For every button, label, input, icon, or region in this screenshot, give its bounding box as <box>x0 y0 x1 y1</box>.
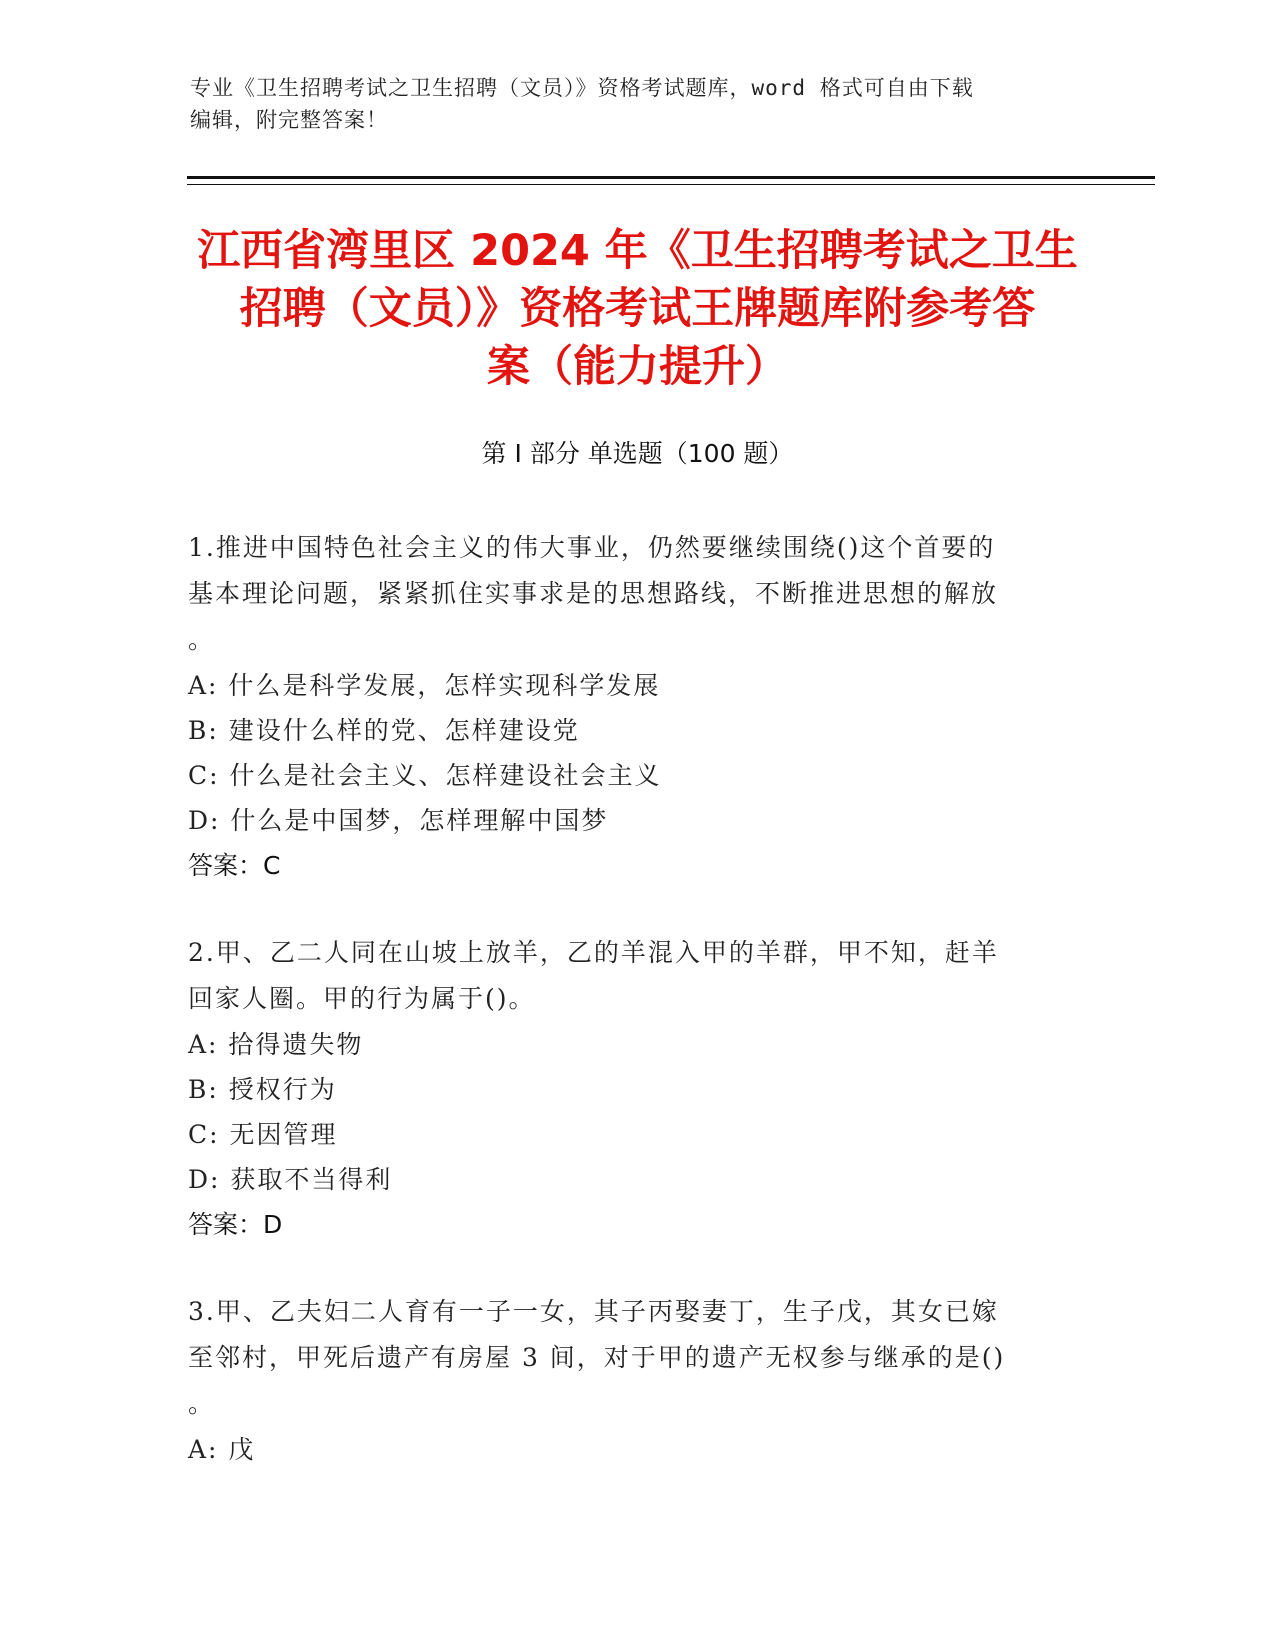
title-line: 江西省湾里区 2024 年《卫生招聘考试之卫生 <box>197 226 1078 276</box>
section-title: 第 I 部分 单选题（100 题） <box>481 439 794 468</box>
answer-option: D: 什么是中国梦，怎样理解中国梦 <box>188 806 609 835</box>
question-item <box>188 930 1068 1247</box>
answer-option: A: 拾得遗失物 <box>188 1030 364 1059</box>
correct-answer: 答案：D <box>188 1210 283 1239</box>
question-item <box>188 525 1068 888</box>
question-text: 。 <box>188 1389 216 1418</box>
header-note-line: 专业《卫生招聘考试之卫生招聘（文员）》资格考试题库，word 格式可自由下载 <box>190 76 974 100</box>
correct-answer: 答案：C <box>188 851 281 880</box>
question-text: 回家人圈。甲的行为属于()。 <box>188 984 536 1013</box>
header-divider <box>187 184 1155 185</box>
question-text: 3.甲、乙夫妇二人育有一子一女，其子丙娶妻丁，生子戊，其女已嫁 <box>188 1297 999 1326</box>
question-text: 2.甲、乙二人同在山坡上放羊，乙的羊混入甲的羊群，甲不知，赶羊 <box>188 938 999 967</box>
answer-option: B: 授权行为 <box>188 1075 337 1104</box>
question-list <box>188 525 1068 1514</box>
header-note <box>190 72 1090 136</box>
title-line: 招聘（文员）》资格考试王牌题库附参考答 <box>239 284 1036 334</box>
answer-option: D: 获取不当得利 <box>188 1165 393 1194</box>
question-text: 。 <box>188 625 216 654</box>
title-line: 案（能力提升） <box>487 342 788 392</box>
header-divider <box>187 176 1155 179</box>
header-note-line: 编辑，附完整答案！ <box>190 108 388 132</box>
question-text: 1.推进中国特色社会主义的伟大事业，仍然要继续围绕()这个首要的 <box>188 533 996 562</box>
document-title <box>160 222 1115 396</box>
question-text: 基本理论问题，紧紧抓住实事求是的思想路线，不断推进思想的解放 <box>188 579 999 608</box>
question-text: 至邻村，甲死后遗产有房屋 3 间，对于甲的遗产无权参与继承的是() <box>188 1343 1006 1372</box>
answer-option: C: 无因管理 <box>188 1120 338 1149</box>
answer-option: A: 什么是科学发展，怎样实现科学发展 <box>188 671 661 700</box>
answer-option: A: 戊 <box>188 1435 256 1464</box>
answer-option: C: 什么是社会主义、怎样建设社会主义 <box>188 761 662 790</box>
answer-option: B: 建设什么样的党、怎样建设党 <box>188 716 580 745</box>
question-item <box>188 1289 1068 1472</box>
